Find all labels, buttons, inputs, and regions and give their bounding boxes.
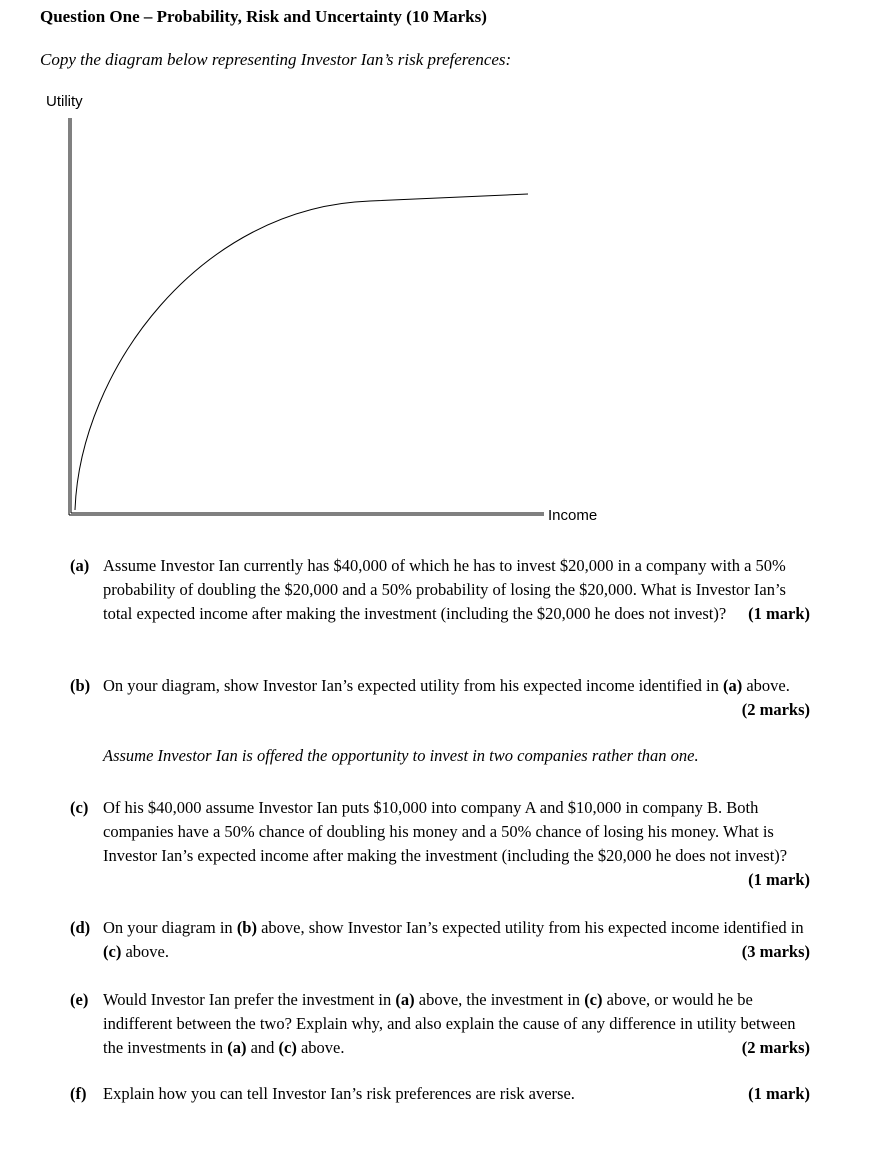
- y-axis-label: Utility: [46, 93, 83, 110]
- question-part-f: [70, 1082, 810, 1106]
- x-axis-label: Income: [548, 507, 598, 524]
- part-text: above, or would he be indifferent between the two? Explain why, and also explain the cause of any difference in utility between the investments in: [103, 990, 796, 1057]
- part-label: (e): [70, 990, 89, 1009]
- utility-diagram: [0, 80, 884, 530]
- part-text: Of his $40,000 assume Investor Ian puts $10,000 into company A and $10,000 in company B. Both companies have a 50% chance of doubling his money and a 50% chance of losing his money. What is Investor Ian’s expected income after making the investment (including the $20,000 he does not invest)?: [103, 798, 788, 865]
- part-text: above.: [121, 942, 169, 961]
- part-reference: (a): [227, 1038, 247, 1057]
- question-title: Question One – Probability, Risk and Uncertainty (10 Marks): [40, 7, 487, 26]
- question-part-c: [70, 796, 810, 892]
- part-reference: (c): [278, 1038, 297, 1057]
- part-reference: (a): [722, 676, 743, 695]
- question-part-b: [70, 674, 810, 722]
- utility-curve: [75, 194, 528, 510]
- marks-label: (1 mark): [748, 604, 810, 623]
- marks-label: (1 mark): [748, 870, 810, 889]
- marks-label: (3 marks): [741, 942, 810, 961]
- part-reference: (c): [103, 942, 122, 961]
- question-part-a: [70, 554, 810, 626]
- part-text: above.: [742, 676, 790, 695]
- part-text: On your diagram, show Investor Ian’s expected utility from his expected income identified in: [103, 676, 723, 695]
- part-text: and: [246, 1038, 279, 1057]
- part-label: (c): [70, 798, 89, 817]
- marks-label: (2 marks): [741, 700, 810, 719]
- part-text: Assume Investor Ian currently has $40,000 of which he has to invest $20,000 in a company with a 50% probability of doubling the $20,000 and a 50% probability of losing the $20,000. What is Investor Ian’s total expected income after making the investment (including the $20,000 he does not invest)?: [103, 556, 786, 623]
- part-text: On your diagram in: [103, 918, 237, 937]
- part-text: above, the investment in: [414, 990, 585, 1009]
- y-axis: [69, 118, 71, 515]
- instruction-text: Copy the diagram below representing Investor Ian’s risk preferences:: [40, 50, 512, 69]
- part-label: (a): [70, 556, 90, 575]
- part-reference: (c): [584, 990, 603, 1009]
- part-text: above, show Investor Ian’s expected utility from his expected income identified in: [256, 918, 804, 937]
- part-text: above.: [296, 1038, 345, 1057]
- part-label: (b): [70, 676, 91, 695]
- part-text: Would Investor Ian prefer the investment in: [103, 990, 396, 1009]
- marks-label: (1 mark): [748, 1084, 810, 1103]
- part-reference: (b): [236, 918, 257, 937]
- scenario-note: Assume Investor Ian is offered the opportunity to invest in two companies rather than one.: [103, 746, 699, 765]
- part-reference: (a): [395, 990, 415, 1009]
- part-label: (d): [70, 918, 91, 937]
- part-text: Explain how you can tell Investor Ian’s risk preferences are risk averse.: [103, 1084, 575, 1103]
- question-part-e: [70, 988, 810, 1060]
- marks-label: (2 marks): [741, 1038, 810, 1057]
- question-part-d: [70, 916, 810, 964]
- part-label: (f): [70, 1084, 87, 1103]
- x-axis: [69, 513, 544, 515]
